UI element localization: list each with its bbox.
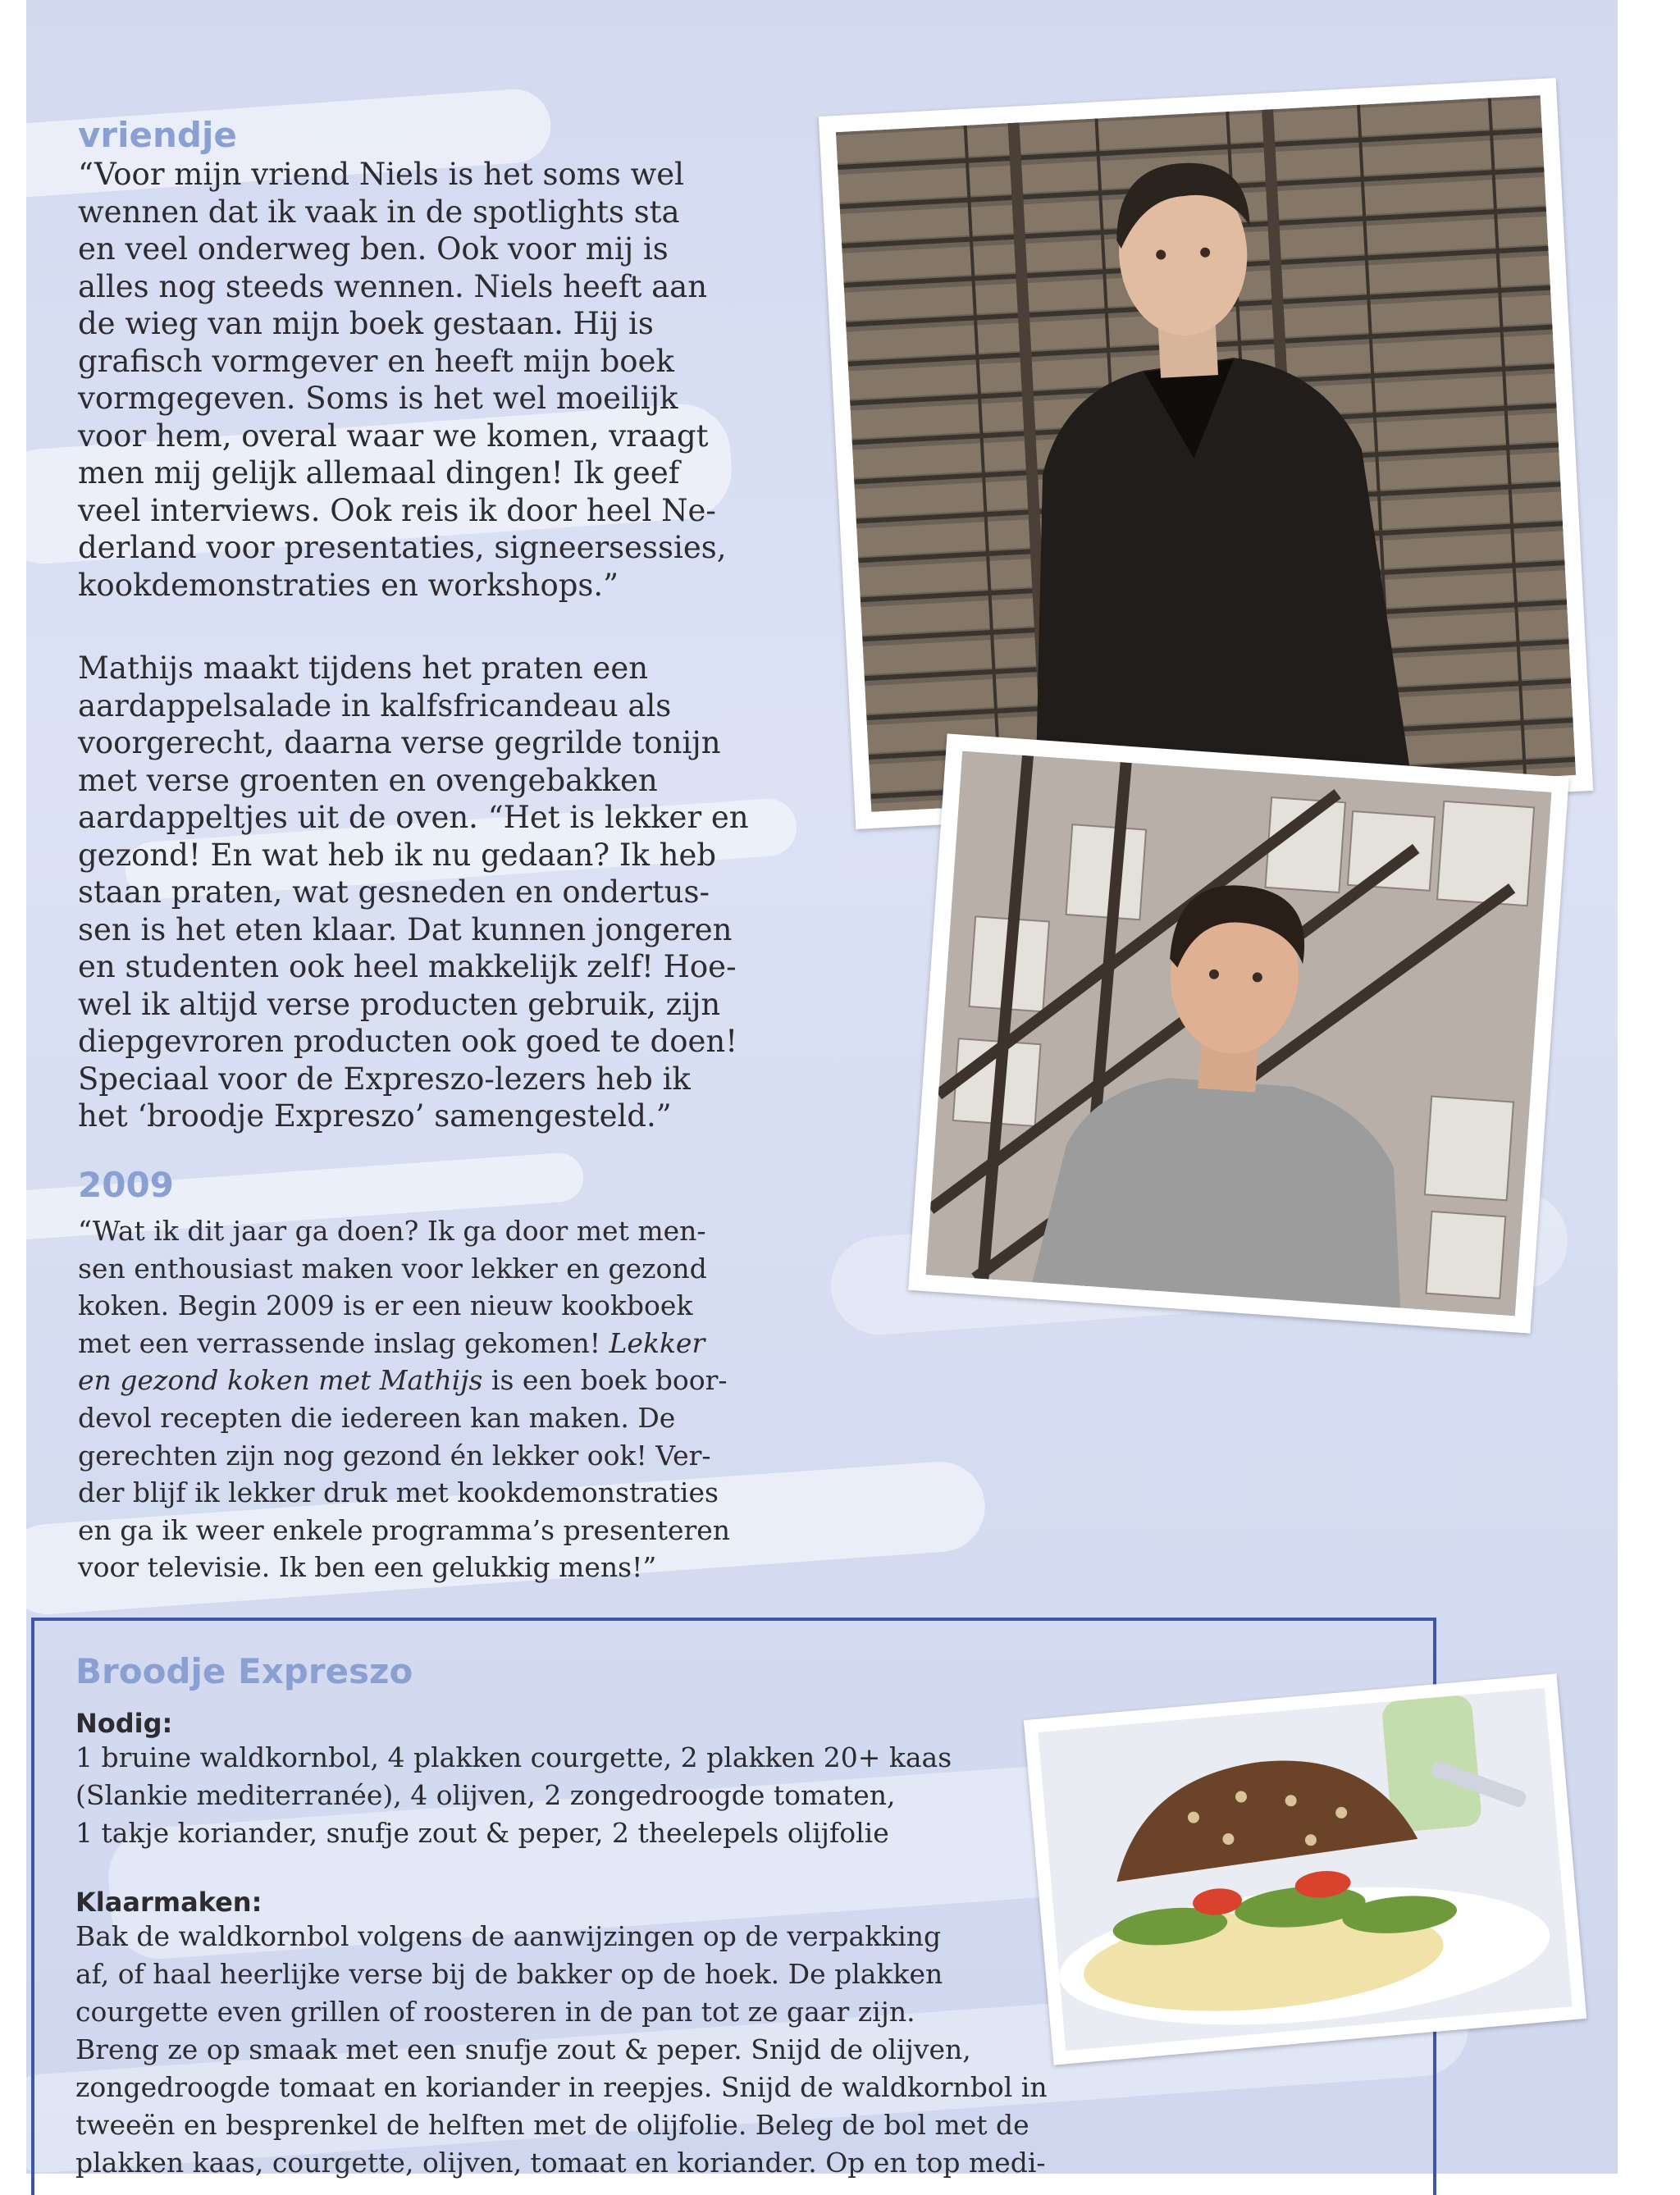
ingredients-text: 1 bruine waldkornbol, 4 plakken courgette, 2 plakken 20+ kaas (Slankie mediterranée), 4 olijven, 2 zongedroogde tomaten, 1 takje koriander, snufje zout & peper, 2 theelepels olijfolie xyxy=(75,1741,952,1849)
heading-2009: 2009 xyxy=(78,1165,174,1205)
book-title: Lekker en gezond koken met Mathijs xyxy=(78,1326,705,1397)
method-label: Klaarmaken: xyxy=(75,1887,262,1918)
section-cooking xyxy=(78,650,792,1135)
paragraph-2009: “Wat ik dit jaar ga doen? Ik ga door met men- sen enthousiast maken voor lekker en gezond koken. Begin 2009 is er een nieuw kookboek met een verrassende inslag gekomen! Lekker en gezond koken met Mathijs is een boek boor- devol recepten die iedereen kan maken. De gerechten zijn nog gezond én lekker ook! Ver- der blijf ik lekker druk met kookdemonstraties en ga ik weer enkele programma’s presenteren voor televisie. Ik ben een gelukkig mens!” xyxy=(78,1215,731,1584)
recipe-title: Broodje Expreszo xyxy=(75,1651,413,1691)
photo-portrait-standing xyxy=(819,78,1593,829)
section-2009 xyxy=(78,1165,816,1586)
paragraph-cooking: Mathijs maakt tijdens het praten een aardappelsalade in kalfsfricandeau als voorgerecht, daarna verse gegrilde tonijn met verse groenten en ovengebakken aardappeltjes uit de oven. “Het is lekker en gezond! En wat heb ik nu gedaan? Ik heb staan praten, wat gesneden en ondertus- sen is het eten klaar. Dat kunnen jongeren en studenten ook heel makkelijk zelf! Hoe- wel ik altijd verse producten gebruik, zijn diepgevroren producten ook goed te doen! Speciaal voor de Expreszo-lezers heb ik het ‘broodje Expreszo’ samengesteld.” xyxy=(78,650,749,1134)
section-friend xyxy=(78,115,792,604)
method-text: Bak de waldkornbol volgens de aanwijzingen op de verpakking af, of haal heerlijke verse bij de bakker op de hoek. De plakken courgette even grillen of roosteren in de pan tot ze gaar zijn. Breng ze op smaak met een snufje zout & peper. Snijd de olijven, zongedroogde tomaat en koriander in reepjes. Snijd de waldkornbol in tweeën en besprenkel de helften met de olijfolie. Beleg de bol met de plakken kaas, courgette, olijven, tomaat en koriander. Op en top medi- xyxy=(75,1920,1048,2179)
heading-vriendje: vriendje xyxy=(78,115,237,155)
photo-portrait-sitting xyxy=(908,733,1569,1333)
paragraph-friend: “Voor mijn vriend Niels is het soms wel wennen dat ik vaak in de spotlights sta en veel onderweg ben. Ook voor mij is alles nog steeds wennen. Niels heeft aan de wieg van mijn boek gestaan. Hij is grafisch vormgever en heeft mijn boek vormgegeven. Soms is het wel moeilijk voor hem, overal waar we komen, vraagt men mij gelijk allemaal dingen! Ik geef veel interviews. Ook reis ik door heel Ne- derland voor presentaties, signeersessies, kookdemonstraties en workshops.” xyxy=(78,157,727,603)
photo-sandwich xyxy=(1024,1673,1586,2065)
ingredients-label: Nodig: xyxy=(75,1708,173,1739)
